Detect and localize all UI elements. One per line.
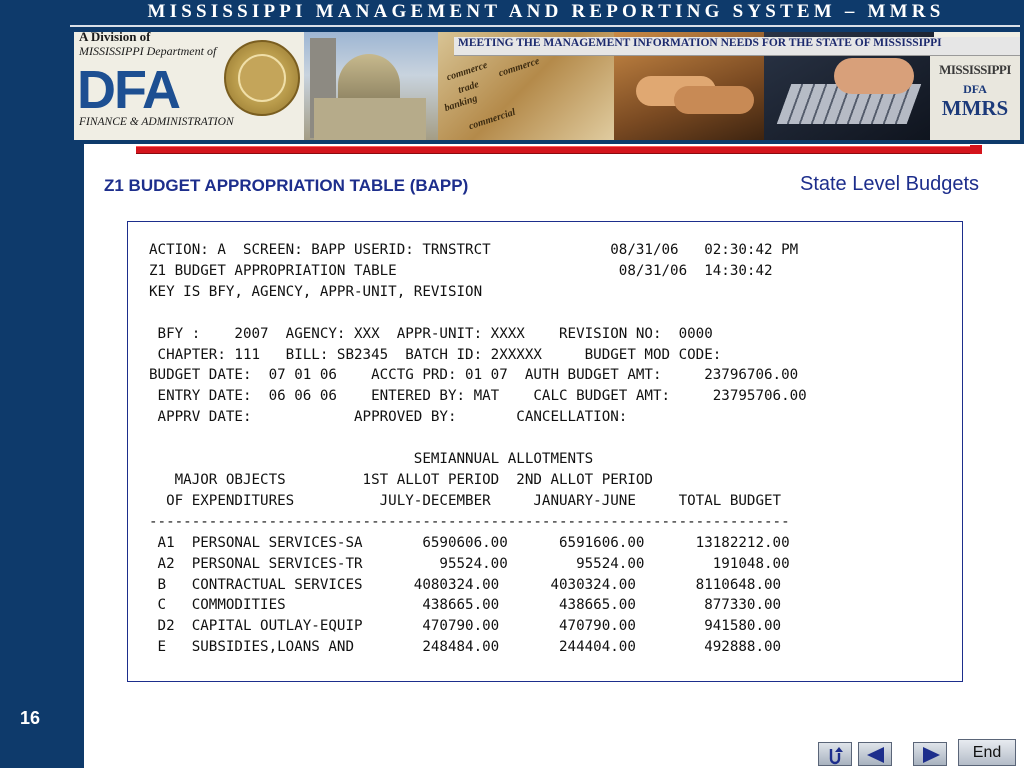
previous-slide-button[interactable]: [858, 742, 892, 766]
terminal-line: A1 PERSONAL SERVICES-SA 6590606.00 6591606.00 13182212.00: [149, 534, 790, 551]
system-title: MISSISSIPPI MANAGEMENT AND REPORTING SYSTEM – MMRS: [147, 1, 945, 22]
terminal-line: OF EXPENDITURES JULY-DECEMBER JANUARY-JUNE TOTAL BUDGET: [149, 492, 782, 509]
title-rule: [70, 25, 1020, 27]
seal-inner: [238, 54, 286, 102]
capitol-image: [304, 32, 438, 140]
typing-hand: [834, 58, 914, 94]
page-number: 16: [19, 708, 41, 728]
right-triangle-icon: [914, 743, 948, 767]
hand-right: [674, 86, 754, 114]
paper-word: trade: [456, 79, 481, 96]
mmrs-logo-state: MISSISSIPPI: [939, 62, 1011, 77]
mmrs-logo-dfa: DFA: [963, 82, 987, 96]
paper-word: commercial: [467, 106, 517, 133]
department-text: MISSISSIPPI Department of: [79, 44, 217, 58]
terminal-line: B CONTRACTUAL SERVICES 4080324.00 4030324.00 8110648.00: [149, 576, 782, 593]
red-divider-cap: [970, 145, 982, 154]
terminal-line: E SUBSIDIES,LOANS AND 248484.00 244404.00 492888.00: [149, 639, 782, 656]
terminal-line: APPRV DATE: APPROVED BY: CANCELLATION:: [149, 409, 628, 426]
terminal-text: [149, 240, 807, 658]
state-seal-image: [224, 40, 300, 116]
return-button[interactable]: [818, 742, 852, 766]
terminal-line: C COMMODITIES 438665.00 438665.00 877330.00: [149, 597, 782, 614]
finance-admin-text: FINANCE & ADMINISTRATION: [79, 116, 234, 128]
return-arrow-icon: [819, 743, 853, 767]
terminal-line: SEMIANNUAL ALLOTMENTS: [149, 451, 594, 468]
terminal-line: Z1 BUDGET APPROPRIATION TABLE 08/31/06 14:30:42: [149, 262, 773, 279]
terminal-line: A2 PERSONAL SERVICES-TR 95524.00 95524.00 191048.00: [149, 555, 790, 572]
terminal-line: KEY IS BFY, AGENCY, APPR-UNIT, REVISION: [149, 283, 483, 300]
red-divider: [136, 146, 980, 154]
division-text: A Division of: [79, 32, 151, 44]
paper-word: banking: [443, 93, 479, 114]
end-button[interactable]: End: [958, 739, 1016, 766]
mmrs-logo: [930, 56, 1020, 140]
dfa-logo: DFA: [77, 60, 179, 120]
terminal-line: ENTRY DATE: 06 06 06 ENTERED BY: MAT CALC BUDGET AMT: 23795706.00: [149, 388, 807, 405]
banner-frame: [74, 32, 1020, 140]
header-banner: [70, 32, 1024, 144]
terminal-line: ACTION: A SCREEN: BAPP USERID: TRNSTRCT 08/31/06 02:30:42 PM: [149, 242, 799, 258]
terminal-line: BFY : 2007 AGENCY: XXX APPR-UNIT: XXXX REVISION NO: 0000: [149, 325, 713, 342]
next-slide-button[interactable]: [913, 742, 947, 766]
tagline: MEETING THE MANAGEMENT INFORMATION NEEDS FOR THE STATE OF MISSISSIPPI: [458, 37, 942, 49]
paper-word: commerce: [497, 55, 541, 80]
terminal-line: MAJOR OBJECTS 1ST ALLOT PERIOD 2ND ALLOT PERIOD: [149, 471, 653, 488]
paper-word: commerce: [445, 59, 489, 84]
terminal-line: D2 CAPITAL OUTLAY-EQUIP 470790.00 470790.00 941580.00: [149, 618, 782, 635]
mmrs-logo-text: MMRS: [941, 96, 1009, 120]
terminal-screenshot: [127, 221, 963, 682]
terminal-line: CHAPTER: 111 BILL: SB2345 BATCH ID: 2XXXXX BUDGET MOD CODE:: [149, 346, 722, 363]
slide-title: Z1 BUDGET APPROPRIATION TABLE (BAPP): [104, 176, 469, 195]
capitol-dome: [338, 54, 400, 102]
slide-subtitle: State Level Budgets: [799, 173, 979, 195]
left-triangle-icon: [859, 743, 893, 767]
terminal-line: ---------------------------------------------------------------------------: [149, 513, 790, 530]
capitol-base: [314, 98, 426, 140]
terminal-line: BUDGET DATE: 07 01 06 ACCTG PRD: 01 07 AUTH BUDGET AMT: 23796706.00: [149, 367, 799, 384]
